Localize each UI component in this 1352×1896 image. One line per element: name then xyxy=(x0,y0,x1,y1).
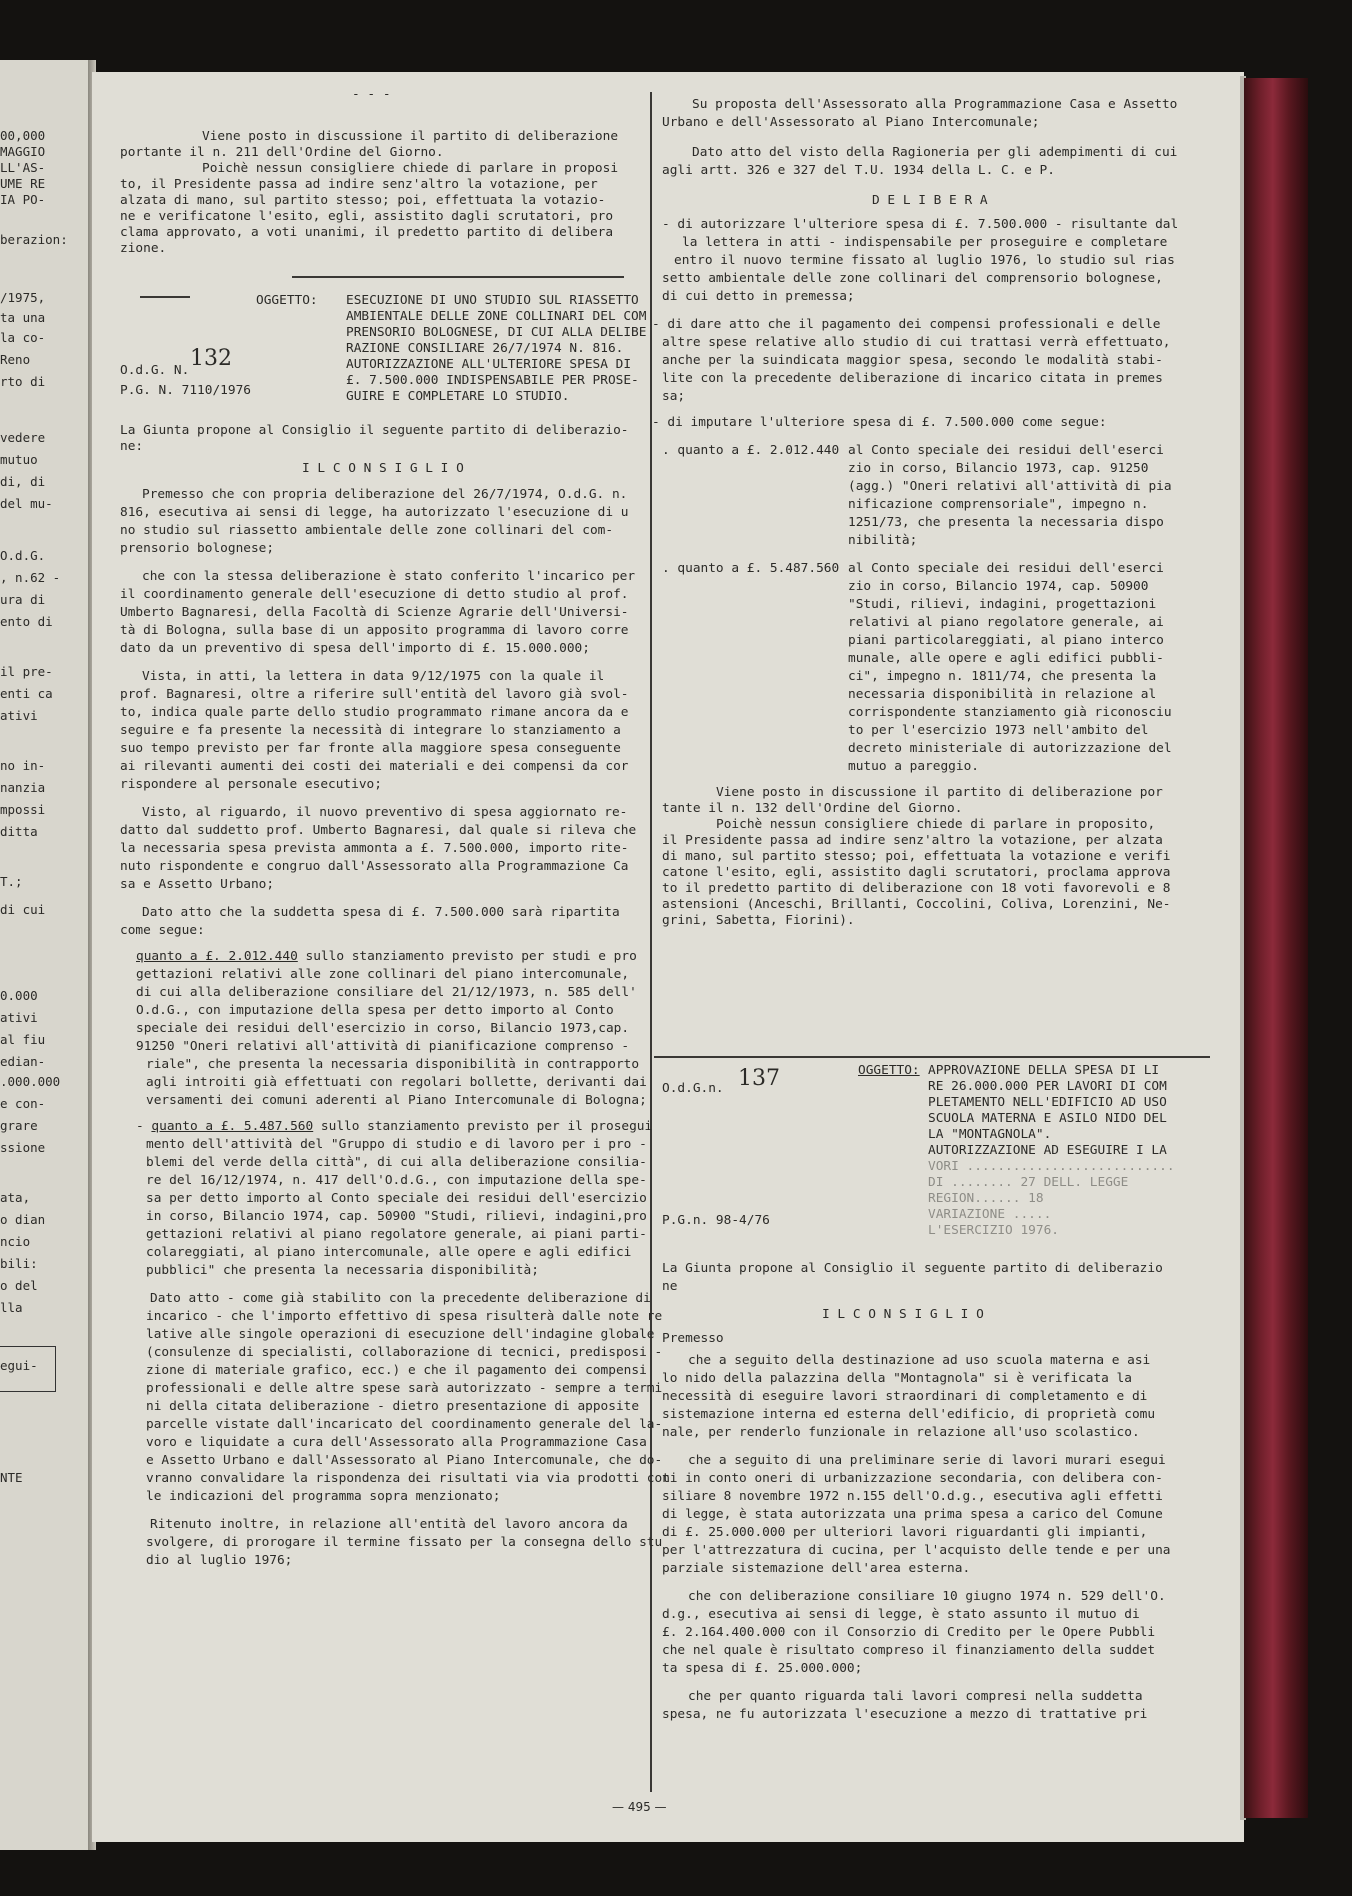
body-line: Dato atto del visto della Ragioneria per gli adempimenti di cui xyxy=(692,145,1178,160)
oggetto-line: ESECUZIONE DI UNO STUDIO SUL RIASSETTO xyxy=(346,293,639,308)
body-line: re del 16/12/1974, n. 417 dell'O.d.G., con imputazione della spe- xyxy=(146,1173,647,1188)
body-line: zione di materiale grafico, ecc.) e che il pagamento dei compensi xyxy=(146,1363,647,1378)
body-line: sa per detto importo al Conto speciale dei residui dell'esercizio xyxy=(146,1191,647,1206)
margin-fragment: enti ca xyxy=(0,686,53,701)
body-line: dato da un preventivo di spesa dell'importo di £. 15.000.000; xyxy=(120,641,590,656)
margin-fragment: del mu- xyxy=(0,496,53,511)
margin-fragment: ncio xyxy=(0,1234,31,1249)
body-line: zio in corso, Bilancio 1974, cap. 50900 xyxy=(848,579,1149,594)
document-page xyxy=(92,72,1244,1842)
oggetto2-line: AUTORIZZAZIONE AD ESEGUIRE I LA xyxy=(928,1143,1167,1158)
body-line: vranno convalidare la rispondenza dei risultati via via prodotti con xyxy=(146,1471,670,1486)
intro-line: alzata di mano, sul partito stesso; poi, effettuata la votazio- xyxy=(120,193,606,208)
body-line: di mano, sul partito stesso; poi, effettuata la votazione e verifi xyxy=(662,849,1171,864)
margin-fragment: LL'AS- xyxy=(0,160,46,175)
body-line: Dato atto - come già stabilito con la precedente deliberazione di xyxy=(150,1291,651,1306)
body-line: ti in conto oneri di urbanizzazione secondaria, con delibera con- xyxy=(662,1471,1163,1486)
margin-fragment: o del xyxy=(0,1278,38,1293)
margin-fragment: ssione xyxy=(0,1140,46,1155)
body-line: lite con la precedente deliberazione di incarico citata in premes xyxy=(662,371,1163,386)
body-line: di cui alla deliberazione consiliare del 21/12/1973, n. 585 dell' xyxy=(136,985,637,1000)
body-line: colareggiati, al piano intercomunale, alle opere e agli edifici xyxy=(146,1245,632,1260)
body-line: Su proposta dell'Assessorato alla Programmazione Casa e Assetto xyxy=(692,97,1178,112)
body-line: siliare 8 novembre 1972 n.155 dell'O.d.g., esecutiva agli effetti xyxy=(662,1489,1163,1504)
body-line: parziale sistemazione dell'area esterna. xyxy=(662,1561,971,1576)
oggetto-line: £. 7.500.000 INDISPENSABILE PER PROSE- xyxy=(346,373,639,388)
margin-fragment: MAGGIO xyxy=(0,144,46,159)
oggetto2-line: APPROVAZIONE DELLA SPESA DI LI xyxy=(928,1063,1160,1078)
body-line: agli artt. 326 e 327 del T.U. 1934 della L. C. e P. xyxy=(662,163,1055,178)
body-line: - di dare atto che il pagamento dei compensi professionali e delle xyxy=(652,317,1161,332)
left-page-fragment xyxy=(0,60,93,1850)
body-line: agli introiti già effettuati con regolari bollette, derivanti dai xyxy=(146,1075,647,1090)
body-line: parcelle vistate dall'incaricato del coordinamento generale del la- xyxy=(146,1417,663,1432)
body-line: . quanto a £. 5.487.560 xyxy=(662,561,840,576)
body-line: in corso, Bilancio 1974, cap. 50900 "Studi, rilievi, indagini,pro xyxy=(146,1209,647,1224)
body-line: necessaria disponibilità in relazione al xyxy=(848,687,1157,702)
body-line: dio al luglio 1976; xyxy=(146,1553,293,1568)
body-line: piani particolareggiati, al piano interco xyxy=(848,633,1164,648)
margin-fragment: ativi xyxy=(0,708,38,723)
body-line: di legge, è stata autorizzata una prima spesa a carico del Comune xyxy=(662,1507,1163,1522)
body-line: - di imputare l'ulteriore spesa di £. 7.500.000 come segue: xyxy=(652,415,1107,430)
body-line: come segue: xyxy=(120,923,205,938)
margin-fragment: UME RE xyxy=(0,176,46,191)
pg-label: P.G. N. 7110/1976 xyxy=(120,383,251,398)
body-line: prensorio bolognese; xyxy=(120,541,275,556)
body-line: incarico - che l'importo effettivo di spesa risulterà dalle note re xyxy=(146,1309,663,1324)
oggetto-line: RAZIONE CONSILIARE 26/7/1974 N. 816. xyxy=(346,341,624,356)
body-line: lo nido della palazzina della "Montagnola" si è verificata la xyxy=(662,1371,1132,1386)
body-line: sa e Assetto Urbano; xyxy=(120,877,275,892)
oggetto2-line: PLETAMENTO NELL'EDIFICIO AD USO xyxy=(928,1095,1167,1110)
separator-mark: - - - xyxy=(352,87,391,102)
body-line: decreto ministeriale di autorizzazione del xyxy=(848,741,1172,756)
body-line: e Assetto Urbano e dall'Assessorato al Piano Intercomunale, che do- xyxy=(146,1453,663,1468)
body-line: gettazioni relativi al piano regolatore generale, ai piani parti- xyxy=(146,1227,647,1242)
body-line: che nel quale è risultato compreso il finanziamento della suddet xyxy=(662,1643,1156,1658)
body-line: relativi al piano regolatore generale, ai xyxy=(848,615,1164,630)
margin-fragment: NTE xyxy=(0,1470,23,1485)
margin-fragment: ura di xyxy=(0,592,46,607)
body-line: che a seguito della destinazione ad uso scuola materna e asi xyxy=(688,1353,1151,1368)
oggetto-line: PRENSORIO BOLOGNESE, DI CUI ALLA DELIBE xyxy=(346,325,647,340)
oggetto-line: AUTORIZZAZIONE ALL'ULTERIORE SPESA DI xyxy=(346,357,632,372)
body-line: I L C O N S I G L I O xyxy=(302,461,464,476)
margin-fragment: lla xyxy=(0,1300,23,1315)
margin-fragment: O.d.G. xyxy=(0,548,46,563)
body-line: nale, per renderlo funzionale in relazione all'uso scolastico. xyxy=(662,1425,1140,1440)
margin-fragment: /1975, xyxy=(0,290,46,305)
body-line: sa; xyxy=(662,389,686,404)
body-line: (consulenze di specialisti, collaborazione di tecnici, predisposi - xyxy=(146,1345,663,1360)
body-line: Vista, in atti, la lettera in data 9/12/1975 con la quale il xyxy=(142,669,605,684)
page-folio: — 495 — xyxy=(612,1800,667,1814)
margin-fragment: berazion: xyxy=(0,232,68,247)
odg-label: O.d.G. N. xyxy=(120,363,190,378)
body-line: professionali e delle altre spese sarà autorizzato - sempre a termi xyxy=(146,1381,663,1396)
body-line: astensioni (Anceschi, Brillanti, Coccolini, Coliva, Lorenzini, Ne- xyxy=(662,897,1171,912)
separator-rule xyxy=(292,276,624,278)
body-line: necessità di eseguire lavori straordinari di completamento e di xyxy=(662,1389,1148,1404)
body-line: di cui detto in premessa; xyxy=(662,289,855,304)
body-line: 91250 "Oneri relativi all'attività di pianificazione comprenso - xyxy=(136,1039,630,1054)
body-line: sistemazione interna ed esterna dell'edificio, di proprietà comu xyxy=(662,1407,1156,1422)
body-line: di £. 25.000.000 per ulteriori lavori riguardanti gli impianti, xyxy=(662,1525,1148,1540)
body-line: Premesso che con propria deliberazione del 26/7/1974, O.d.G. n. xyxy=(142,487,628,502)
margin-fragment: e con- xyxy=(0,1096,46,1111)
odg2-number: 137 xyxy=(738,1066,780,1091)
body-line: quanto a £. 2.012.440 sullo stanziamento previsto per studi e pro xyxy=(136,949,637,964)
margin-fragment: ento di xyxy=(0,614,53,629)
body-line: Urbano e dell'Assessorato al Piano Intercomunale; xyxy=(662,115,1040,130)
body-line: entro il nuovo termine fissato al luglio 1976, lo studio sul rias xyxy=(674,253,1175,268)
body-line: ne: xyxy=(120,439,144,454)
binding-cover xyxy=(1244,78,1308,1818)
margin-fragment: ata, xyxy=(0,1190,31,1205)
body-line: blemi del verde della città", di cui alla deliberazione consilia- xyxy=(146,1155,647,1170)
margin-fragment: ativi xyxy=(0,1010,38,1025)
body-line: pubblici" che presenta la necessaria disponibilità; xyxy=(146,1263,539,1278)
body-line: la lettera in atti - indispensabile per proseguire e completare xyxy=(682,235,1168,250)
body-line: catone l'esito, egli, assistito dagli scrutatori, proclama approva xyxy=(662,865,1171,880)
body-line: spesa, ne fu autorizzata l'esecuzione a mezzo di trattative pri xyxy=(662,1707,1148,1722)
margin-fragment: mutuo xyxy=(0,452,38,467)
margin-fragment: edian- xyxy=(0,1054,46,1069)
body-line: 816, esecutiva ai sensi di legge, ha autorizzato l'esecuzione di u xyxy=(120,505,629,520)
margin-fragment: .000.000 xyxy=(0,1074,61,1089)
oggetto2-line: SCUOLA MATERNA E ASILO NIDO DEL xyxy=(928,1111,1167,1126)
body-line: voro e liquidate a cura dell'Assessorato alla Programmazione Casa xyxy=(146,1435,647,1450)
body-line: munale, alle opere e agli edifici pubbli- xyxy=(848,651,1164,666)
body-line: speciale dei residui dell'esercizio in corso, Bilancio 1973,cap. xyxy=(136,1021,630,1036)
body-line: datto dal suddetto prof. Umberto Bagnaresi, dal quale si rileva che xyxy=(120,823,637,838)
oggetto2-line: VARIAZIONE ..... xyxy=(928,1207,1052,1222)
margin-fragment: rto di xyxy=(0,374,46,389)
body-line: D E L I B E R A xyxy=(872,193,988,208)
margin-fragment: no in- xyxy=(0,758,46,773)
margin-fragment: al fiu xyxy=(0,1032,46,1047)
body-line: ai rilevanti aumenti dei costi dei materiali e dei compensi da cor xyxy=(120,759,629,774)
margin-fragment: Reno xyxy=(0,352,31,367)
margin-fragment: egui- xyxy=(0,1358,38,1373)
body-line: Visto, al riguardo, il nuovo preventivo di spesa aggiornato re- xyxy=(142,805,628,820)
separator-rule xyxy=(654,1056,1210,1058)
intro-line: to, il Presidente passa ad indire senz'altro la votazione, per xyxy=(120,177,598,192)
margin-fragment: mpossi xyxy=(0,802,46,817)
intro-line: ne e verificatone l'esito, egli, assistito dagli scrutatori, pro xyxy=(120,209,614,224)
body-line: che per quanto riguarda tali lavori compresi nella suddetta xyxy=(688,1689,1143,1704)
margin-fragment: 0.000 xyxy=(0,988,38,1003)
body-line: suo tempo previsto per far fronte alla maggiore spesa conseguente xyxy=(120,741,621,756)
body-line: Premesso xyxy=(662,1331,724,1346)
body-line: il coordinamento generale dell'esecuzione di detto studio al prof. xyxy=(120,587,629,602)
margin-fragment: ditta xyxy=(0,824,38,839)
oggetto2-label: OGGETTO: xyxy=(858,1063,920,1078)
intro-line: portante il n. 211 dell'Ordine del Giorno. xyxy=(120,145,444,160)
body-line: Viene posto in discussione il partito di deliberazione por xyxy=(716,785,1163,800)
body-line: . quanto a £. 2.012.440 xyxy=(662,443,840,458)
body-line: gettazioni relativi alle zone collinari del piano intercomunale, xyxy=(136,967,630,982)
body-line: no studio sul riassetto ambientale delle zone collinari del com- xyxy=(120,523,614,538)
body-line: svolgere, di prorogare il termine fissato per la consegna dello stu xyxy=(146,1535,663,1550)
body-line: Dato atto che la suddetta spesa di £. 7.500.000 sarà ripartita xyxy=(142,905,620,920)
pg2-label: P.G.n. 98-4/76 xyxy=(662,1213,770,1228)
margin-fragment: di, di xyxy=(0,474,46,489)
oggetto2-line: VORI ........................... xyxy=(928,1159,1175,1174)
body-line: al Conto speciale dei residui dell'eserci xyxy=(848,443,1164,458)
margin-fragment: ta una xyxy=(0,310,46,325)
body-line: ci", impegno n. 1811/74, che presenta la xyxy=(848,669,1157,684)
body-line: che a seguito di una preliminare serie di lavori murari esegui xyxy=(688,1453,1166,1468)
oggetto2-line: LA "MONTAGNOLA". xyxy=(928,1127,1052,1142)
body-line: la necessaria spesa prevista ammonta a £. 7.500.000, importo rite- xyxy=(120,841,629,856)
body-line: nibilità; xyxy=(848,533,918,548)
margin-fragment: IA PO- xyxy=(0,192,46,207)
body-line: nuto rispondente e congruo dall'Assessorato alla Programmazione Ca xyxy=(120,859,629,874)
body-line: to, indica quale parte dello studio programmato rimane ancora da e xyxy=(120,705,629,720)
body-line: La Giunta propone al Consiglio il seguente partito di deliberazio xyxy=(662,1261,1163,1276)
oggetto-label: OGGETTO: xyxy=(256,293,318,308)
body-line: riale", che presenta la necessaria disponibilità in contrapporto xyxy=(146,1057,640,1072)
body-line: per l'attrezzatura di cucina, per l'acquisto delle tende e per una xyxy=(662,1543,1171,1558)
margin-fragment: di cui xyxy=(0,902,46,917)
odg-number: 132 xyxy=(190,346,232,371)
body-line: altre spese relative allo studio di cui trattasi verrà effettuato, xyxy=(662,335,1171,350)
body-line: mento dell'attività del "Gruppo di studio e di lavoro per i pro - xyxy=(146,1137,647,1152)
body-line: Umberto Bagnaresi, della Facoltà di Scienze Agrarie dell'Universi- xyxy=(120,605,629,620)
margin-fragment: nanzia xyxy=(0,780,46,795)
margin-fragment: il pre- xyxy=(0,664,53,679)
margin-fragment: grare xyxy=(0,1118,38,1133)
margin-fragment: T.; xyxy=(0,874,23,889)
body-line: tà di Bologna, sulla base di un apposito programma di lavoro corre xyxy=(120,623,629,638)
intro-line: Viene posto in discussione il partito di deliberazione xyxy=(202,129,619,144)
body-line: La Giunta propone al Consiglio il seguente partito di deliberazio- xyxy=(120,423,629,438)
body-line: che con deliberazione consiliare 10 giugno 1974 n. 529 dell'O. xyxy=(688,1589,1166,1604)
margin-fragment: o dian xyxy=(0,1212,46,1227)
body-line: versamenti dei comuni aderenti al Piano Intercomunale di Bologna; xyxy=(146,1093,647,1108)
oggetto2-line: REGION...... 18 xyxy=(928,1191,1044,1206)
oggetto2-line: DI ........ 27 DELL. LEGGE xyxy=(928,1175,1129,1190)
body-line: mutuo a pareggio. xyxy=(848,759,979,774)
body-line: corrispondente stanziamento già riconosciu xyxy=(848,705,1172,720)
body-line: 1251/73, che presenta la necessaria dispo xyxy=(848,515,1164,530)
margin-fragment: la co- xyxy=(0,330,46,345)
margin-fragment: 00,000 xyxy=(0,128,46,143)
separator-rule xyxy=(140,296,190,298)
body-line: le indicazioni del programma sopra menzionato; xyxy=(146,1489,501,1504)
margin-fragment: , n.62 - xyxy=(0,570,61,585)
intro-line: clama approvato, a voti unanimi, il predetto partito di delibera xyxy=(120,225,614,240)
body-line: seguire e fa presente la necessità di integrare lo stanziamento a xyxy=(120,723,621,738)
body-line: lative alle singole operazioni di esecuzione dell'indagine globale xyxy=(146,1327,655,1342)
body-line: grini, Sabetta, Fiorini). xyxy=(662,913,855,928)
body-line: to il predetto partito di deliberazione con 18 voti favorevoli e 8 xyxy=(662,881,1171,896)
body-line: to per l'esercizio 1973 nell'ambito del xyxy=(848,723,1149,738)
body-line: (agg.) "Oneri relativi all'attività di pia xyxy=(848,479,1172,494)
body-line: I L C O N S I G L I O xyxy=(822,1307,984,1322)
body-line: ni della citata deliberazione - dietro presentazione di apposite xyxy=(146,1399,640,1414)
body-line: Ritenuto inoltre, in relazione all'entità del lavoro ancora da xyxy=(150,1517,628,1532)
body-line: ne xyxy=(662,1279,678,1294)
oggetto-line: GUIRE E COMPLETARE LO STUDIO. xyxy=(346,389,570,404)
body-line: - di autorizzare l'ulteriore spesa di £. 7.500.000 - risultante dal xyxy=(662,217,1179,232)
body-line: "Studi, rilievi, indagini, progettazioni xyxy=(848,597,1157,612)
oggetto-line: AMBIENTALE DELLE ZONE COLLINARI DEL COM xyxy=(346,309,647,324)
body-line: anche per la suindicata maggior spesa, secondo le modalità stabi- xyxy=(662,353,1163,368)
body-line: rispondere al personale esecutivo; xyxy=(120,777,382,792)
body-line: d.g., esecutiva ai sensi di legge, è stato assunto il mutuo di xyxy=(662,1607,1140,1622)
body-line: ta spesa di £. 25.000.000; xyxy=(662,1661,863,1676)
oggetto2-line: L'ESERCIZIO 1976. xyxy=(928,1223,1059,1238)
body-line: Poichè nessun consigliere chiede di parlare in proposito, xyxy=(716,817,1156,832)
body-line: - quanto a £. 5.487.560 sullo stanziamento previsto per il prosegui xyxy=(136,1119,653,1134)
body-line: il Presidente passa ad indire senz'altro la votazione, per alzata xyxy=(662,833,1163,848)
body-line: £. 2.164.400.000 con il Consorzio di Credito per le Opere Pubbli xyxy=(662,1625,1156,1640)
body-line: zio in corso, Bilancio 1973, cap. 91250 xyxy=(848,461,1149,476)
body-line: tante il n. 132 dell'Ordine del Giorno. xyxy=(662,801,963,816)
body-line: prof. Bagnaresi, oltre a riferire sull'entità del lavoro già svol- xyxy=(120,687,629,702)
intro-line: Poichè nessun consigliere chiede di parlare in proposi xyxy=(202,161,619,176)
margin-fragment: vedere xyxy=(0,430,46,445)
oggetto2-line: RE 26.000.000 PER LAVORI DI COM xyxy=(928,1079,1167,1094)
body-line: che con la stessa deliberazione è stato conferito l'incarico per xyxy=(142,569,636,584)
body-line: nificazione comprensoriale", impegno n. xyxy=(848,497,1149,512)
body-line: setto ambientale delle zone collinari del comprensorio bolognese, xyxy=(662,271,1163,286)
odg2-label: O.d.G.n. xyxy=(662,1081,724,1096)
margin-fragment: bili: xyxy=(0,1256,38,1271)
body-line: al Conto speciale dei residui dell'eserci xyxy=(848,561,1164,576)
intro-line: zione. xyxy=(120,241,167,256)
body-line: O.d.G., con imputazione della spesa per detto importo al Conto xyxy=(136,1003,614,1018)
